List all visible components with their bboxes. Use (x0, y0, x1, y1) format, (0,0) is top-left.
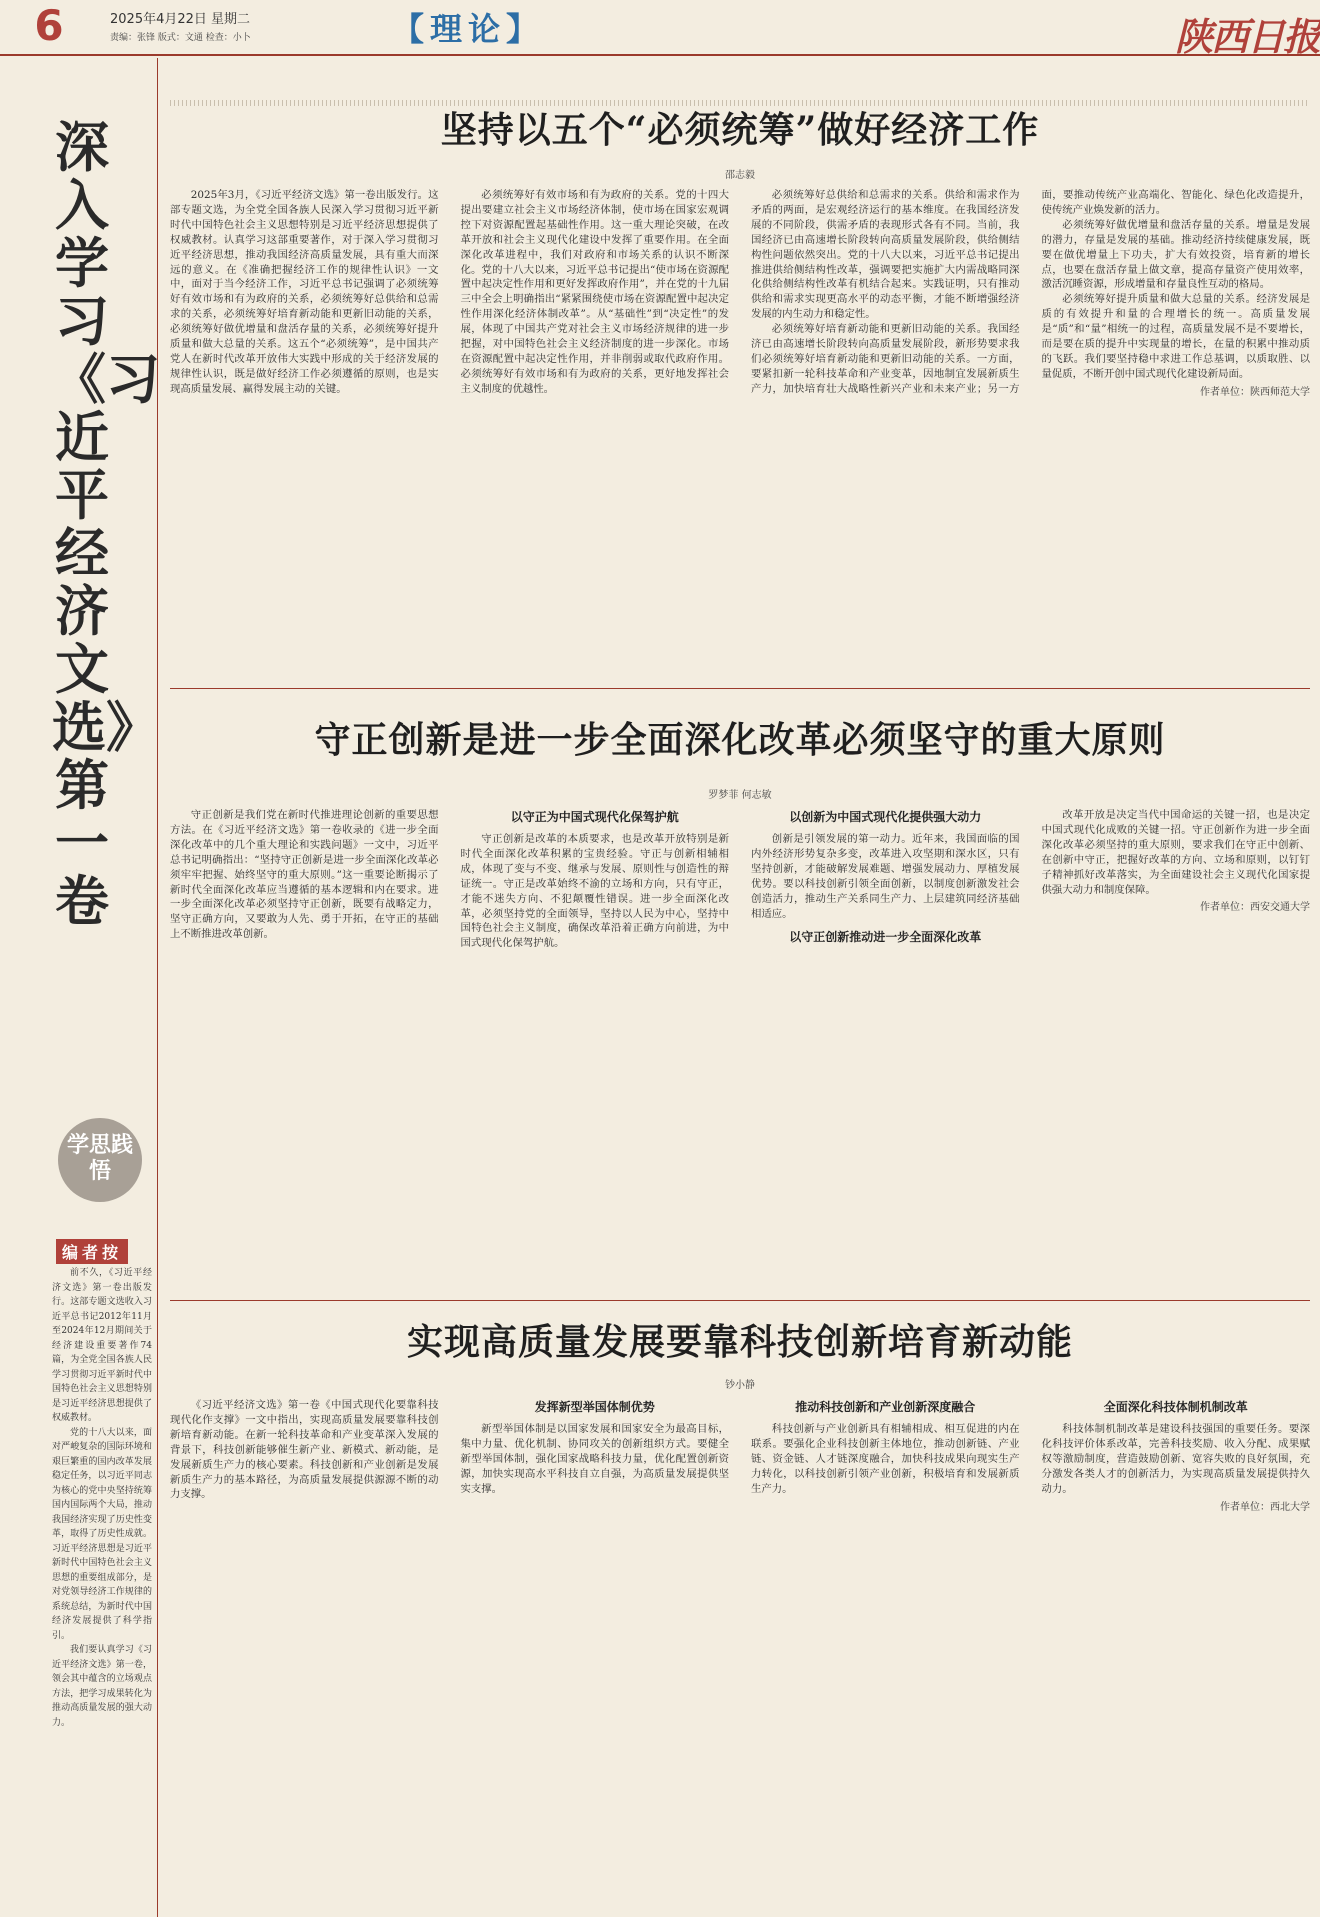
paragraph: 必须统筹好做优增量和盘活存量的关系。增量是发展的潜力，存量是发展的基础。推动经济持续健康发展，既要在做优增量上下功夫，扩大有效投资，培育新的增长点，也要在盘活存量上做文章，提高存量资产使用效率，激活沉睡资源，形成增量和存量良性互动的格局。 (1041, 218, 1310, 291)
article-1-author-unit: 作者单位：陕西师范大学 (1200, 386, 1310, 398)
article-2-author-unit: 作者单位：西安交通大学 (1200, 902, 1310, 914)
editors-line: 责编：张锋 版式：文通 检查：小卜 (110, 33, 251, 43)
subheading: 以守正创新推动进一步全面深化改革 (789, 930, 982, 945)
paragraph: 必须统筹好总供给和总需求的关系。供给和需求作为矛盾的两面，是宏观经济运行的基本维度。在我国经济发展的不同阶段，供需矛盾的表现形式各有不同。当前，我国经济已由高速增长阶段转向高质量发展阶段，供给侧结构性问题依然突出。党的十八大以来，习近平总书记提出推进供给侧结构性改革，强调要把实施扩大内需战略同深化供给侧结构性改革有机结合起来。实践证明，只有推动供给和需求实现更高水平的动态平衡，才能不断增强经济发展的内生动力和稳定性。 (751, 189, 1020, 321)
paragraph: 新型举国体制是以国家发展和国家安全为最高目标，集中力量、优化机制、协同攻关的创新组织方式。要健全新型举国体制，强化国家战略科技力量，优化配置创新资源，加快实现高水平科技自立自强，为高质量发展提供坚实支撑。 (460, 1423, 729, 1495)
paragraph: 科技创新与产业创新具有相辅相成、相互促进的内在联系。要强化企业科技创新主体地位，推动创新链、产业链、资金链、人才链深度融合，加快科技成果向现实生产力转化，以科技创新引领产业创新，积极培育和发展新质生产力。 (751, 1423, 1020, 1495)
page-header (0, 0, 1320, 59)
article-2-title: 守正创新是进一步全面深化改革必须坚守的重大原则 (314, 719, 1166, 761)
paragraph: 必须统筹好有效市场和有为政府的关系。党的十四大提出要建立社会主义市场经济体制，使市场在国家宏观调控下对资源配置起基础性作用。这一重大理论突破，在改革开放和社会主义现代化建设中发挥了重要作用。在全面深化改革进程中，我们对政府和市场关系的认识不断深化。党的十八大以来，习近平总书记提出“使市场在资源配置中起决定性作用和更好发挥政府作用”，并在党的十九届三中全会上明确指出“紧紧围绕使市场在资源配置中起决定性作用深化经济体制改革”。从“基础性”到“决定性”的发展，体现了中国共产党对社会主义市场经济规律的进一步把握，对中国特色社会主义经济制度的进一步深化。市场在资源配置中起决定性作用，并非削弱或取代政府作用。必须统筹好有效市场和有为政府的关系，更好地发挥社会主义制度的优越性。 (460, 189, 729, 395)
paragraph: 必须统筹好提升质量和做大总量的关系。经济发展是质的有效提升和量的合理增长的统一。高质量发展是“质”和“量”相统一的过程，高质量发展不是不要增长，而是要在质的提升中实现量的增长，在量的积累中推动质的飞跃。我们要坚持稳中求进工作总基调，以质取胜、以量促质，不断开创中国式现代化建设新局面。 (1041, 293, 1310, 380)
paragraph: 必须统筹好培育新动能和更新旧动能的关系。我国经济已由高速增长阶段转向高质量发展阶段，新形势要求我们必须统筹好培育新动能和更新旧动能的关系。一方面，要紧扣新一轮科技革命和产业变革，因地制宜发展新质生产力，加快培育壮大战略性新兴产业和未来产业；另一方面，要推动传统产业高端化、智能化、绿色化改造提升，使传统产业焕发新的活力。 (751, 189, 1310, 395)
subheading: 以守正为中国式现代化保驾护航 (510, 810, 679, 824)
paragraph: 科技体制机制改革是建设科技强国的重要任务。要深化科技评价体系改革，完善科技奖励、收入分配、成果赋权等激励制度，营造鼓励创新、宽容失败的良好氛围，充分激发各类人才的创新活力，为实现高质量发展提供持久动力。 (1041, 1423, 1310, 1495)
divider (170, 1300, 1310, 1301)
paragraph: 创新是引领发展的第一动力。近年来，我国面临的国内外经济形势复杂多变，改革进入攻坚期和深水区，只有坚持创新，才能破解发展难题、增强发展动力、厚植发展优势。要以科技创新引领全面创新，以制度创新激发社会创造活力，推动生产关系同生产力、上层建筑同经济基础相适应。 (751, 833, 1020, 920)
article-3-author: 钞小静 (725, 1380, 755, 1391)
divider (170, 688, 1310, 689)
paragraph: 守正创新是我们党在新时代推进理论创新的重要思想方法。在《习近平经济文选》第一卷收录的《进一步全面深化改革中的几个重大理论和实践问题》一文中，习近平总书记明确指出：“坚持守正创新是进一步全面深化改革必须牢牢把握、始终坚守的重大原则。”这一重要论断揭示了新时代全面深化改革应当遵循的基本逻辑和内在要求。进一步全面深化改革必须坚持守正创新，既要有战略定力，坚守正确方向，又要敢为人先、勇于开拓，在守正的基础上不断推进改革创新。 (170, 809, 439, 941)
column-title: 深入学习《习近平经济文选》第一卷 (52, 115, 160, 933)
column-stamp: 学思践悟 (58, 1118, 142, 1202)
newspaper-logo: 陕西日报 (1175, 14, 1320, 59)
issue-date: 2025年4月22日 星期二 (110, 12, 251, 27)
subheading: 全面深化科技体制机制改革 (1103, 1400, 1248, 1414)
section-name: 【理论】 (392, 10, 545, 48)
paragraph: 守正创新是改革的本质要求，也是改革开放特别是新时代全面深化改革积累的宝贵经验。守正与创新相辅相成，体现了变与不变、继承与发展、原则性与创造性的辩证统一。守正是改革始终不渝的立场和方向，只有守正，才能不迷失方向、不犯颠覆性错误。进一步全面深化改革，必须坚持党的全面领导，坚持以人民为中心，坚持中国特色社会主义制度，确保改革沿着正确方向前进，为中国式现代化保驾护航。 (460, 833, 729, 950)
subheading: 以创新为中国式现代化提供强大动力 (789, 810, 982, 824)
article-3-body (170, 1398, 1310, 1908)
article-1-title: 坚持以五个“必须统筹”做好经济工作 (440, 109, 1040, 151)
left-sidebar (0, 58, 158, 1917)
editor-note-paragraph: 党的十八大以来，面对严峻复杂的国际环境和艰巨繁重的国内改革发展稳定任务，以习近平同志为核心的党中央坚持统筹国内国际两个大局，推动我国经济实现了历史性变革，取得了历史性成就。习近平经济思想是习近平新时代中国特色社会主义思想的重要组成部分，是对党领导经济工作规律的系统总结，为新时代中国经济发展提供了科学指引。 (52, 1427, 152, 1641)
article-1-body (170, 188, 1310, 778)
article-3-title: 实现高质量发展要靠科技创新培育新动能 (406, 1321, 1073, 1363)
editor-note-paragraph: 前不久，《习近平经济文选》第一卷出版发行。这部专题文选收入习近平总书记2012年11月至2024年12月期间关于经济建设重要著作74篇，为全党全国各族人民学习贯彻习近平新时代中国特色社会主义思想特别是习近平经济思想提供了权威教材。 (52, 1268, 152, 1423)
editor-note (52, 1266, 152, 1730)
editor-note-label: 编者按 (56, 1239, 128, 1264)
paragraph: 2025年3月，《习近平经济文选》第一卷出版发行。这部专题文选，为全党全国各族人民深入学习贯彻习近平新时代中国特色社会主义思想特别是习近平经济思想提供了权威教材。认真学习这部重要著作，对于深入学习贯彻习近平经济思想，推动我国经济高质量发展，具有重大而深远的意义。在《准确把握经济工作的规律性认识》一文中，面对于当今经济工作，习近平总书记强调了必须统筹好有效市场和有为政府的关系，必须统筹好总供给和总需求的关系，必须统筹好培育新动能和更新旧动能的关系，必须统筹好做优增量和盘活存量的关系，必须统筹好提升质量和做大总量的关系。这五个“必须统筹”，是中国共产党人在新时代改革开放伟大实践中形成的关于经济发展的规律性认识，既是做好经济工作必须遵循的原则，也是实现高质量发展、赢得发展主动的关键。 (170, 189, 439, 395)
page-number: 6 (34, 1, 64, 50)
subheading: 发挥新型举国体制优势 (534, 1400, 655, 1414)
article-2-author: 罗梦菲 何志敏 (708, 790, 772, 801)
paragraph: 改革开放是决定当代中国命运的关键一招，也是决定中国式现代化成败的关键一招。守正创新作为进一步全面深化改革必须坚持的重大原则，要求我们在守正中创新、在创新中守正，把握好改革的方向、立场和原则，以钉钉子精神抓好改革落实，为全面建设社会主义现代化国家提供强大动力和制度保障。 (1041, 809, 1310, 896)
article-2-body (170, 808, 1310, 1398)
paragraph: 《习近平经济文选》第一卷《中国式现代化要靠科技现代化作支撑》一文中指出，实现高质量发展要靠科技创新培育新动能。在新一轮科技革命和产业变革深入发展的背景下，科技创新能够催生新产业、新模式、新动能，是发展新质生产力的核心要素。科技创新和产业创新是发展新质生产力的基本路径，为高质量发展提供源源不断的动力支撑。 (170, 1399, 439, 1501)
article-3-author-unit: 作者单位：西北大学 (1220, 1501, 1310, 1513)
subheading: 推动科技创新和产业创新深度融合 (795, 1400, 976, 1414)
article-1-author: 邵志毅 (725, 170, 755, 181)
editor-note-paragraph: 我们要认真学习《习近平经济文选》第一卷，领会其中蕴含的立场观点方法，把学习成果转化为推动高质量发展的强大动力。 (52, 1645, 152, 1728)
